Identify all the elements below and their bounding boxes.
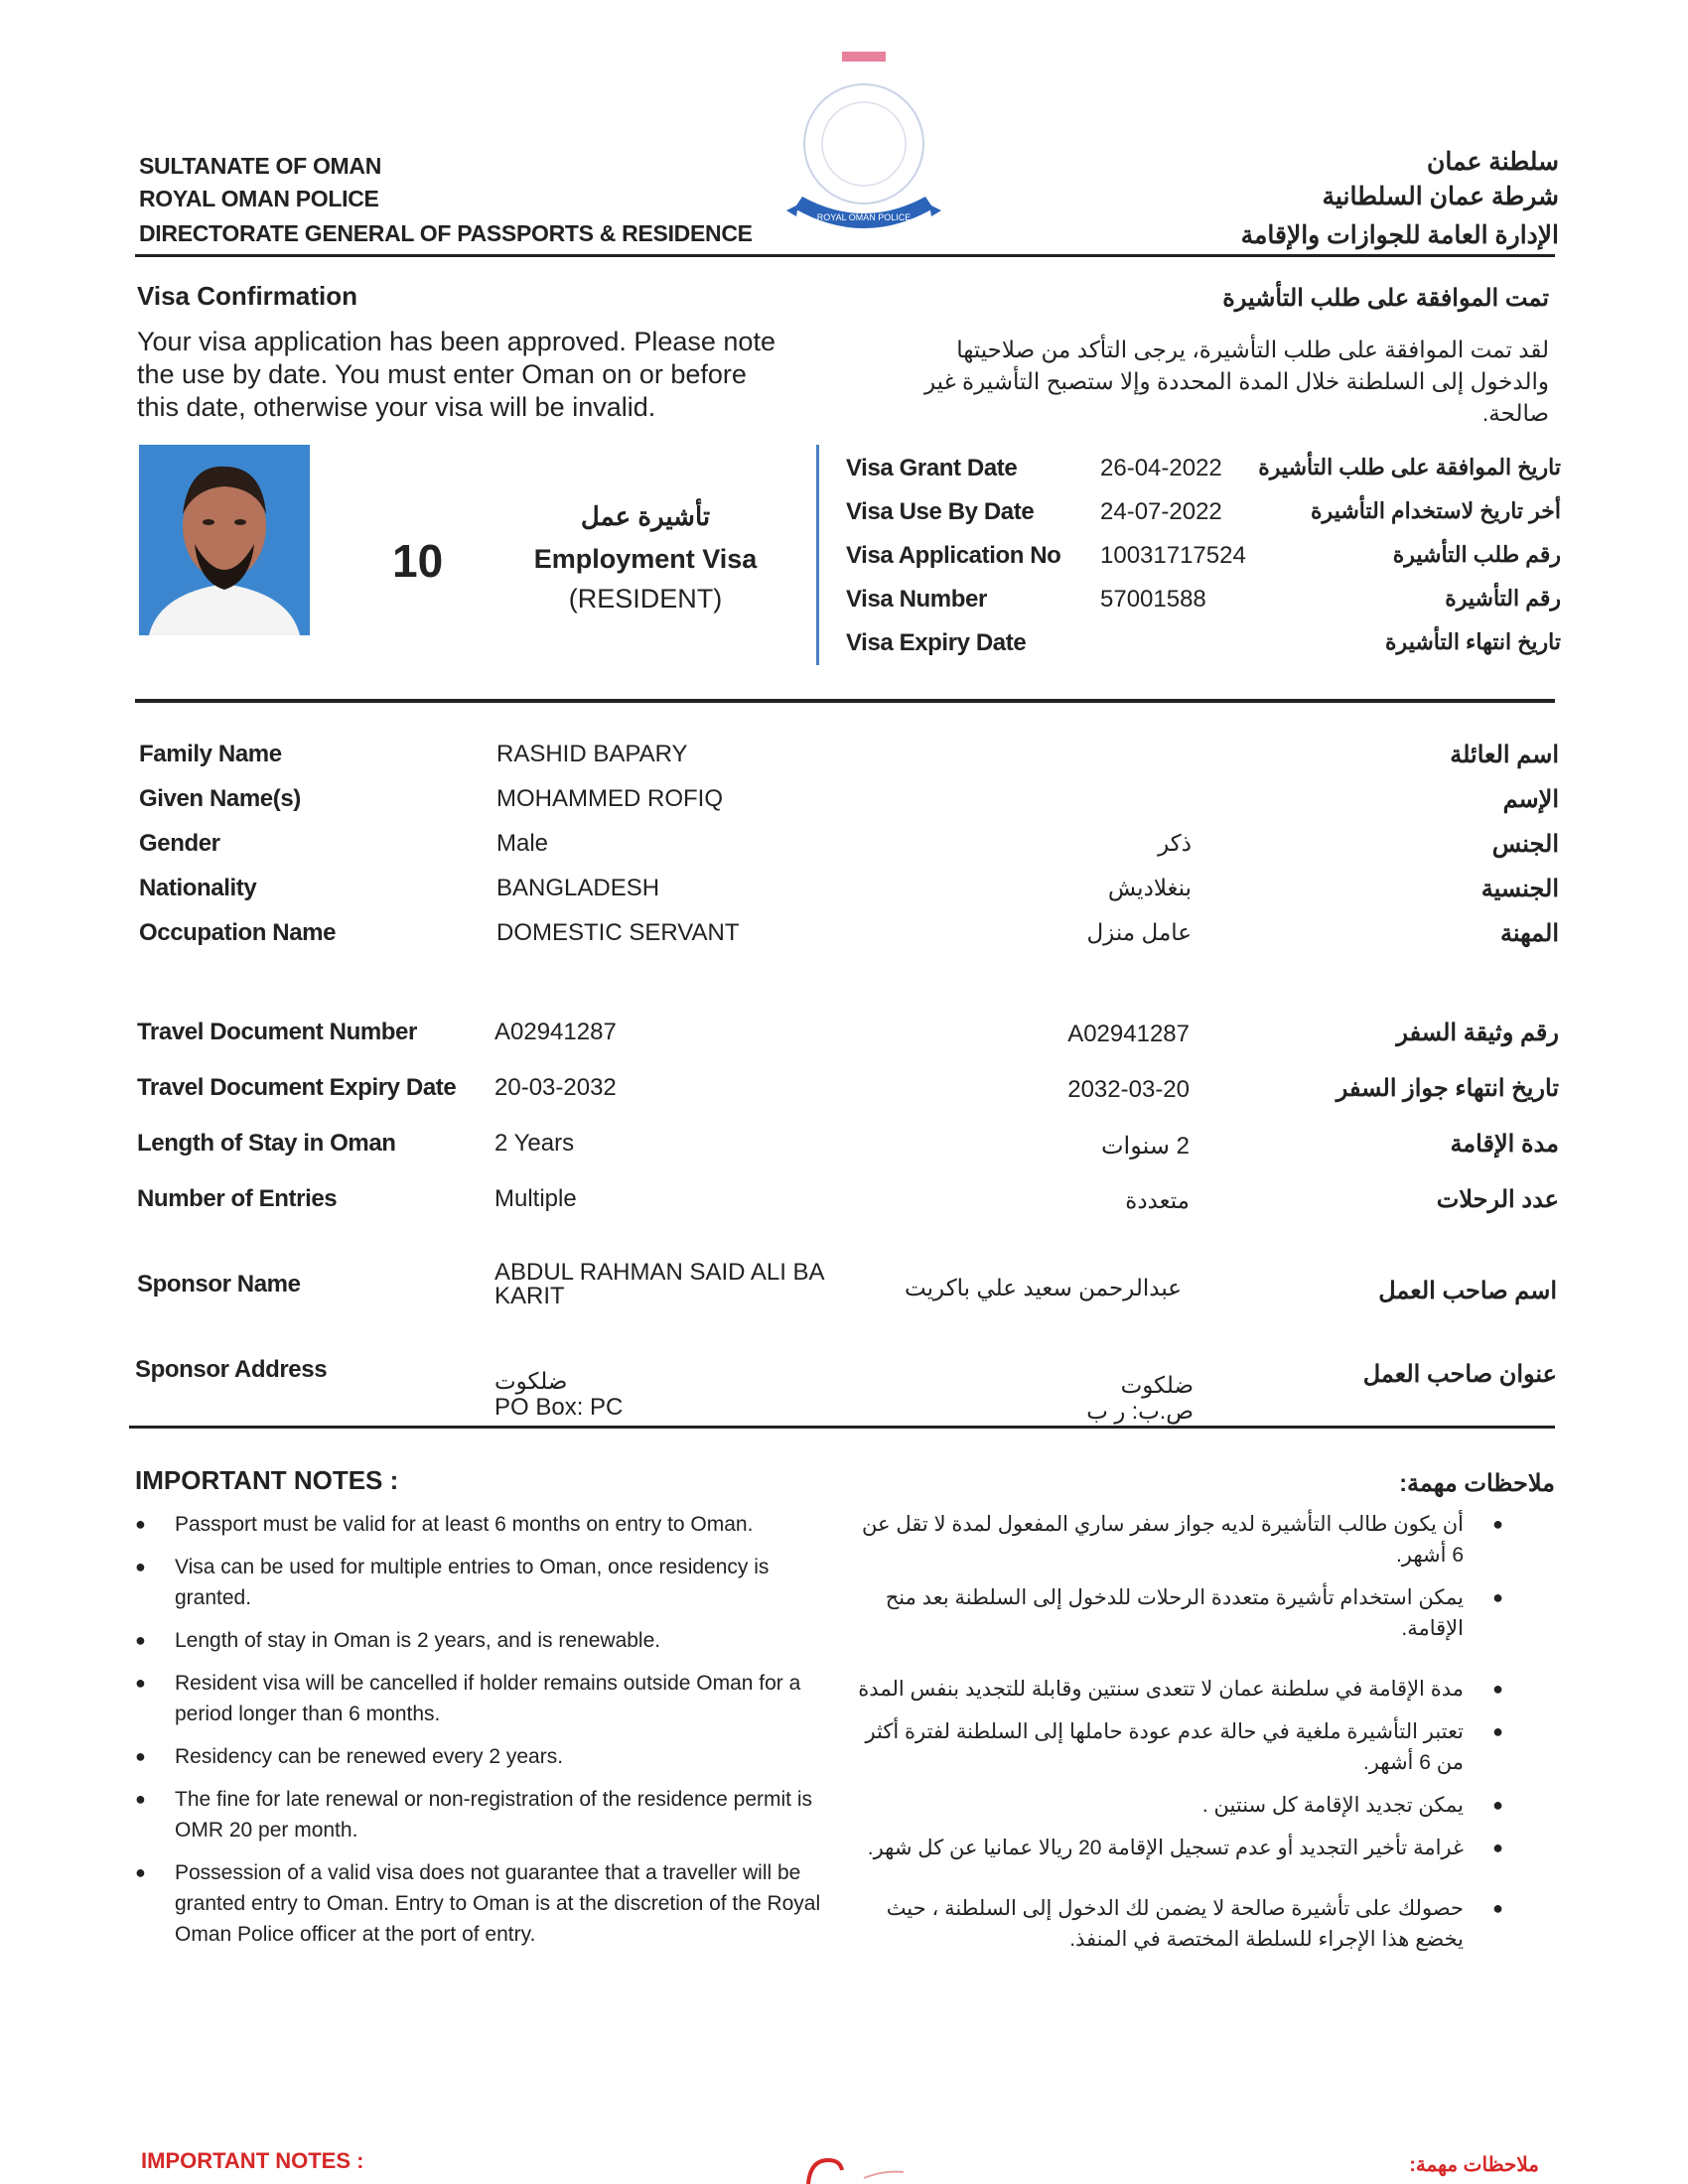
notes-list-ar [854, 1509, 1507, 1967]
sponsor-address-label-en: Sponsor Address [135, 1356, 328, 1383]
travel-label-ar: عدد الرحلات [1436, 1186, 1559, 1213]
personal-value-ar: عامل منزل [1086, 919, 1192, 945]
personal-label-en: Given Name(s) [139, 785, 301, 812]
personal-label-ar: المهنة [1499, 920, 1559, 947]
note-item-en [131, 1625, 826, 1656]
visa-detail-value: 10031717524 [1100, 542, 1246, 569]
note-text-ar: تعتبر التأشيرة ملغية في حالة عدم عودة حاملها إلى السلطنة لفترة أكثر من 6 أشهر. [865, 1720, 1464, 1774]
sponsor-name-value-en: ABDUL RAHMAN SAID ALI BA KARIT [494, 1259, 824, 1309]
travel-label-ar: تاريخ انتهاء جواز السفر [1336, 1075, 1559, 1102]
bullet-icon: ● [1492, 1587, 1503, 1607]
personal-row [139, 741, 1559, 785]
travel-row [137, 1019, 1559, 1074]
bullet-icon: ● [135, 1789, 146, 1809]
visa-detail-row [846, 629, 1561, 673]
personal-row [139, 919, 1559, 964]
travel-label-en: Number of Entries [137, 1185, 338, 1212]
personal-label-en: Family Name [139, 741, 282, 767]
personal-label-en: Occupation Name [139, 919, 337, 946]
note-item-ar [854, 1790, 1507, 1821]
visa-type-name-ar: تأشيرة عمل [580, 501, 711, 531]
footer-notes-title-ar: ملاحظات مهمة: [1409, 2154, 1539, 2176]
personal-value-en: MOHAMMED ROFIQ [496, 785, 723, 812]
personal-value-en: Male [496, 830, 549, 857]
travel-label-en: Length of Stay in Oman [137, 1130, 396, 1157]
note-item-ar [854, 1716, 1507, 1778]
travel-value-ar: متعددة [1125, 1187, 1190, 1213]
note-item-en [131, 1509, 826, 1540]
visa-detail-value: 26-04-2022 [1100, 455, 1222, 481]
bullet-icon: ● [1492, 1514, 1503, 1534]
note-item-ar [854, 1893, 1507, 1955]
header-ar-line1: سلطنة عمان [1427, 148, 1559, 176]
visa-details-divider [816, 445, 819, 665]
note-text-en: Resident visa will be cancelled if holder remains outside Oman for a period longer than 6 months. [175, 1672, 801, 1725]
personal-value-en: DOMESTIC SERVANT [496, 919, 740, 946]
bullet-icon: ● [135, 1630, 146, 1650]
travel-value-en: 20-03-2032 [494, 1074, 617, 1101]
header-en-line1: SULTANATE OF OMAN [139, 153, 382, 179]
visa-detail-value: 57001588 [1100, 586, 1206, 613]
visa-detail-label-en: Visa Number [846, 586, 987, 613]
personal-row [139, 785, 1559, 830]
travel-value-en: A02941287 [494, 1019, 617, 1045]
visa-detail-label-ar: رقم التأشيرة [1445, 586, 1561, 611]
note-text-en: The fine for late renewal or non-registration of the residence permit is OMR 20 per month. [175, 1788, 812, 1842]
personal-label-en: Gender [139, 830, 220, 857]
travel-label-ar: مدة الإقامة [1450, 1131, 1559, 1158]
confirmation-text-ar: لقد تمت الموافقة على طلب التأشيرة، يرجى التأكد من صلاحيتها والدخول إلى السلطنة خلال المدة المحددة وإلا ستصبح التأشيرة غير صالحة. [923, 337, 1549, 426]
notes-title-en: IMPORTANT NOTES : [135, 1465, 399, 1495]
bullet-icon: ● [135, 1514, 146, 1534]
visa-detail-label-en: Visa Use By Date [846, 498, 1035, 525]
bullet-icon: ● [135, 1673, 146, 1693]
note-item-en [131, 1552, 826, 1613]
travel-value-en: Multiple [494, 1185, 577, 1212]
bullet-icon: ● [1492, 1838, 1503, 1857]
footer-logo-fragment-icon [794, 2156, 914, 2184]
note-text-ar: غرامة تأخير التجديد أو عدم تسجيل الإقامة 20 ريالا عمانيا عن كل شهر. [867, 1837, 1464, 1859]
note-text-en: Passport must be valid for at least 6 months on entry to Oman. [175, 1513, 754, 1536]
visa-type-sub-en: (RESIDENT) [568, 584, 723, 614]
bullet-icon: ● [1492, 1898, 1503, 1918]
sponsor-section-divider [129, 1426, 1555, 1429]
svg-text:ROYAL OMAN POLICE: ROYAL OMAN POLICE [816, 212, 912, 222]
notes-list-en [131, 1509, 826, 1962]
travel-row [137, 1074, 1559, 1130]
note-text-en: Residency can be renewed every 2 years. [175, 1745, 564, 1768]
travel-value-en: 2 Years [494, 1130, 575, 1157]
personal-details [139, 741, 1559, 964]
header-ar-line2: شرطة عمان السلطانية [1322, 183, 1559, 210]
travel-label-en: Travel Document Number [137, 1019, 417, 1045]
bullet-icon: ● [1492, 1795, 1503, 1815]
note-text-ar: أن يكون طالب التأشيرة لديه جواز سفر ساري المفعول لمدة لا تقل عن 6 أشهر. [862, 1513, 1464, 1567]
notes-title-ar: ملاحظات مهمة: [1399, 1470, 1555, 1497]
visa-detail-label-en: Visa Application No [846, 542, 1061, 569]
visa-detail-row [846, 542, 1561, 586]
visa-detail-label-ar: أخر تاريخ لاستخدام التأشيرة [1311, 498, 1561, 523]
travel-details [137, 1019, 1559, 1241]
note-text-ar: مدة الإقامة في سلطنة عمان لا تتعدى سنتين وقابلة للتجديد بنفس المدة [858, 1678, 1464, 1701]
bullet-icon: ● [135, 1746, 146, 1766]
personal-label-ar: اسم العائلة [1450, 742, 1559, 768]
visa-detail-value: 24-07-2022 [1100, 498, 1222, 525]
travel-label-en: Travel Document Expiry Date [137, 1074, 457, 1101]
sponsor-name-label-en: Sponsor Name [137, 1271, 301, 1297]
note-text-en: Possession of a valid visa does not guarantee that a traveller will be granted entry to Oman. Entry to Oman is at the discretion of the Royal Oman Police officer at the port of entry. [175, 1861, 821, 1946]
visa-detail-row [846, 498, 1561, 542]
travel-label-ar: رقم وثيقة السفر [1396, 1020, 1559, 1046]
personal-value-ar: ذكر [1158, 830, 1192, 856]
personal-label-ar: الإسم [1502, 786, 1559, 813]
royal-oman-police-emblem-icon [765, 50, 963, 248]
sponsor-address-label-ar: عنوان صاحب العمل [1362, 1361, 1557, 1388]
confirmation-title-ar: تمت الموافقة على طلب التأشيرة [1222, 285, 1549, 312]
header-ar-line3: الإدارة العامة للجوازات والإقامة [1240, 221, 1559, 249]
bullet-icon: ● [135, 1557, 146, 1576]
visa-detail-label-en: Visa Expiry Date [846, 629, 1027, 656]
note-item-ar [854, 1509, 1507, 1570]
sponsor-name-label-ar: اسم صاحب العمل [1378, 1278, 1557, 1304]
visa-detail-label-ar: تاريخ انتهاء التأشيرة [1385, 629, 1561, 654]
visa-details-table [846, 455, 1561, 673]
sponsor-address-value-ar-2: ص.ب: ر ب [1086, 1398, 1194, 1424]
bullet-icon: ● [1492, 1679, 1503, 1699]
sponsor-address-value-en-1: ضلكوت [494, 1368, 568, 1394]
travel-value-ar: 2032-03-20 [1067, 1076, 1190, 1103]
footer-notes-title-en: IMPORTANT NOTES : [141, 2148, 364, 2173]
travel-row [137, 1185, 1559, 1241]
note-text-ar: حصولك على تأشيرة صالحة لا يضمن لك الدخول إلى السلطنة ، حيث يخضع هذا الإجراء للسلطة المختصة في المنفذ. [886, 1897, 1464, 1951]
note-item-en [131, 1668, 826, 1729]
header-en-line2: ROYAL OMAN POLICE [139, 186, 379, 211]
note-text-en: Length of stay in Oman is 2 years, and is renewable. [175, 1629, 661, 1652]
note-item-en [131, 1784, 826, 1845]
note-item-en [131, 1741, 826, 1772]
travel-value-ar: A02941287 [1067, 1021, 1190, 1047]
visa-section-divider [135, 699, 1555, 703]
personal-value-en: RASHID BAPARY [496, 741, 688, 767]
visa-detail-row [846, 455, 1561, 498]
confirmation-text-en: Your visa application has been approved. Please note the use by date. You must enter Oman on or before this date, otherwise your visa will be invalid. [137, 327, 775, 422]
note-item-ar [854, 1833, 1507, 1863]
personal-label-ar: الجنسية [1480, 876, 1559, 902]
note-text-ar: يمكن تجديد الإقامة كل سنتين . [1201, 1794, 1464, 1817]
visa-detail-label-ar: رقم طلب التأشيرة [1392, 542, 1561, 567]
note-item-en [131, 1857, 826, 1950]
visa-detail-label-ar: تاريخ الموافقة على طلب التأشيرة [1258, 455, 1561, 479]
visa-type-code: 10 [392, 535, 444, 587]
bullet-icon: ● [1492, 1721, 1503, 1741]
travel-row [137, 1130, 1559, 1185]
bullet-icon: ● [135, 1862, 146, 1882]
note-text-ar: يمكن استخدام تأشيرة متعددة الرحلات للدخول إلى السلطنة بعد منح الإقامة. [885, 1586, 1464, 1640]
travel-value-ar: 2 سنوات [1100, 1133, 1190, 1160]
sponsor-name-value-ar: عبدالرحمن سعيد علي باكريت [905, 1275, 1182, 1300]
personal-label-en: Nationality [139, 875, 257, 901]
visa-type-name-en: Employment Visa [533, 544, 758, 574]
note-item-ar [854, 1582, 1507, 1644]
sponsor-address-value-ar-1: ضلكوت [1120, 1372, 1194, 1398]
personal-row [139, 875, 1559, 919]
personal-value-en: BANGLADESH [496, 875, 660, 901]
header-en-line3: DIRECTORATE GENERAL OF PASSPORTS & RESIDENCE [139, 220, 753, 246]
note-text-en: Visa can be used for multiple entries to Oman, once residency is granted. [175, 1556, 770, 1609]
applicant-photo [139, 445, 310, 635]
visa-detail-row [846, 586, 1561, 629]
header-divider [135, 254, 1555, 257]
visa-detail-label-en: Visa Grant Date [846, 455, 1018, 481]
note-item-ar [854, 1674, 1507, 1705]
personal-value-ar: بنغلاديش [1107, 875, 1192, 900]
confirmation-title-en: Visa Confirmation [137, 281, 358, 311]
sponsor-address-value-en-2: PO Box: PC [494, 1394, 624, 1421]
personal-label-ar: الجنس [1491, 831, 1559, 858]
personal-row [139, 830, 1559, 875]
